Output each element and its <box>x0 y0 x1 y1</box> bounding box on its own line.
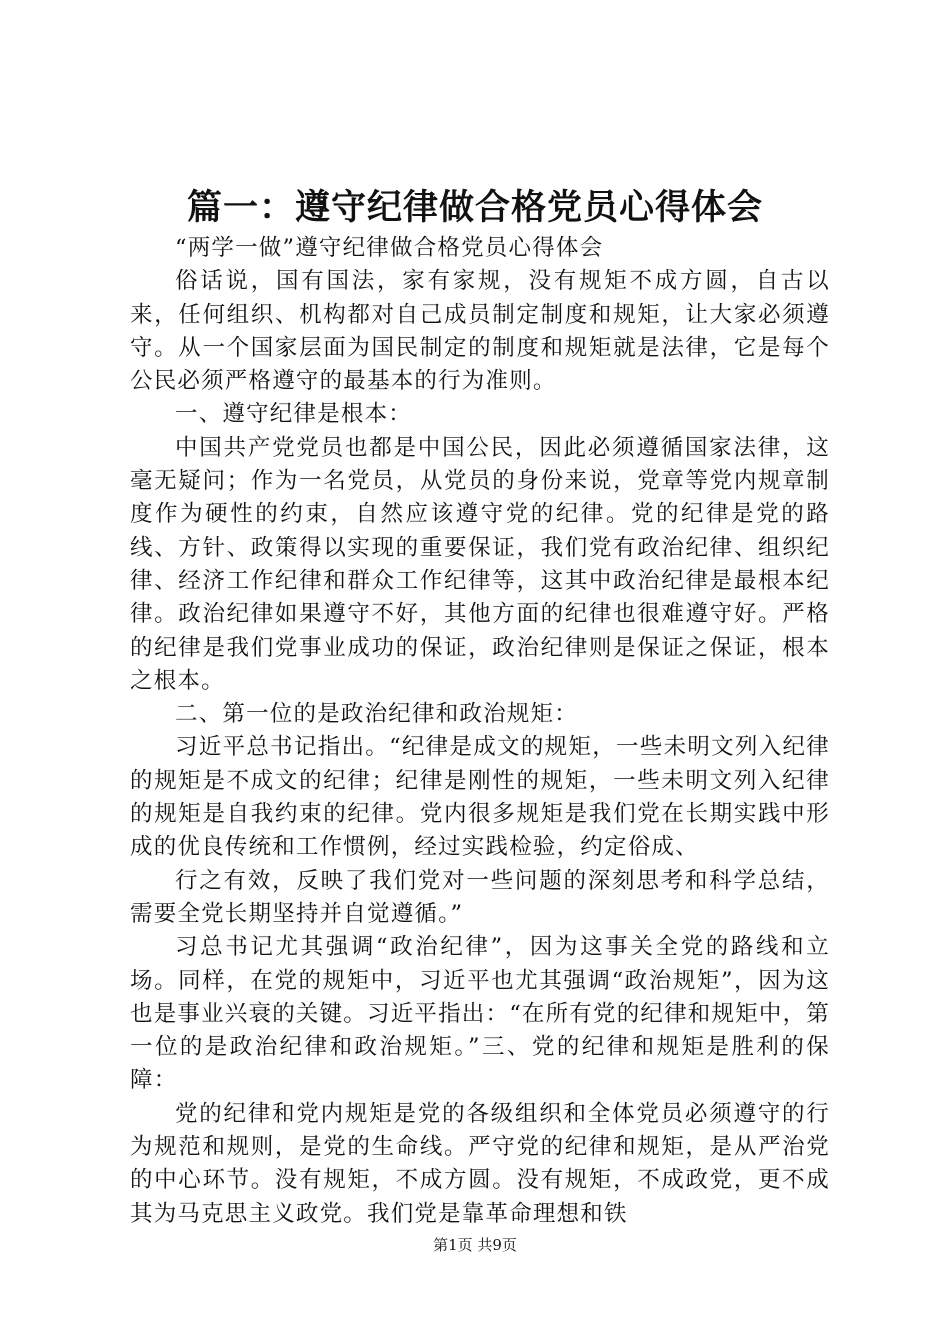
section-heading-1: 一、遵守纪律是根本： <box>175 401 413 428</box>
section-heading-2: 二、第一位的是政治纪律和政治规矩： <box>175 701 578 728</box>
page-number-footer: 第1页 共9页 <box>433 1236 517 1254</box>
subtitle-paragraph: “两学一做”遵守纪律做合格党员心得体会 <box>175 235 604 261</box>
intro-paragraph: 俗话说，国有国法，家有家规，没有规矩不成方圆，自古以来，任何组织、机构都对自己成员制定制度和规矩，让大家必须遵守。从一个国家层面为国民制定的制度和规矩就是法律，它是每个公民必须严格遵守的最基本的行为准则。 <box>130 268 830 395</box>
quote-paragraph: 习近平总书记指出。“纪律是成文的规矩，一些未明文列入纪律的规矩是不成文的纪律；纪律是刚性的规矩，一些未明文列入纪律的规矩是自我约束的纪律。党内很多规矩是我们党在长期实践中形成的优良传统和工作惯例，经过实践检验，约定俗成、 <box>130 734 830 861</box>
page-title: 篇一：遵守纪律做合格党员心得体会 <box>186 187 763 228</box>
document-body <box>130 232 830 1231</box>
section-3-paragraph: 党的纪律和党内规矩是党的各级组织和全体党员必须遵守的行为规范和规则，是党的生命线。严守党的纪律和规矩，是从严治党的中心环节。没有规矩，不成方圆。没有规矩，不成政党，更不成其为马克思主义政党。我们党是靠革命理想和铁 <box>130 1100 830 1227</box>
section-2-paragraph: 习总书记尤其强调“政治纪律”，因为这事关全党的路线和立场。同样，在党的规矩中，习近平也尤其强调“政治规矩”，因为这也是事业兴衰的关键。习近平指出：“在所有党的纪律和规矩中，第一位的是政治纪律和政治规矩。”三、党的纪律和规矩是胜利的保障： <box>130 934 831 1094</box>
quote-continuation-paragraph: 行之有效，反映了我们党对一些问题的深刻思考和科学总结，需要全党长期坚持并自觉遵循。” <box>130 867 830 927</box>
section-1-paragraph: 中国共产党党员也都是中国公民，因此必须遵循国家法律，这毫无疑问；作为一名党员，从党员的身份来说，党章等党内规章制度作为硬性的约束，自然应该遵守党的纪律。党的纪律是党的路线、方针、政策得以实现的重要保证，我们党有政治纪律、组织纪律、经济工作纪律和群众工作纪律等，这其中政治纪律是最根本纪律。政治纪律如果遵守不好，其他方面的纪律也很难遵守好。严格的纪律是我们党事业成功的保证，政治纪律则是保证之保证，根本之根本。 <box>130 434 830 694</box>
